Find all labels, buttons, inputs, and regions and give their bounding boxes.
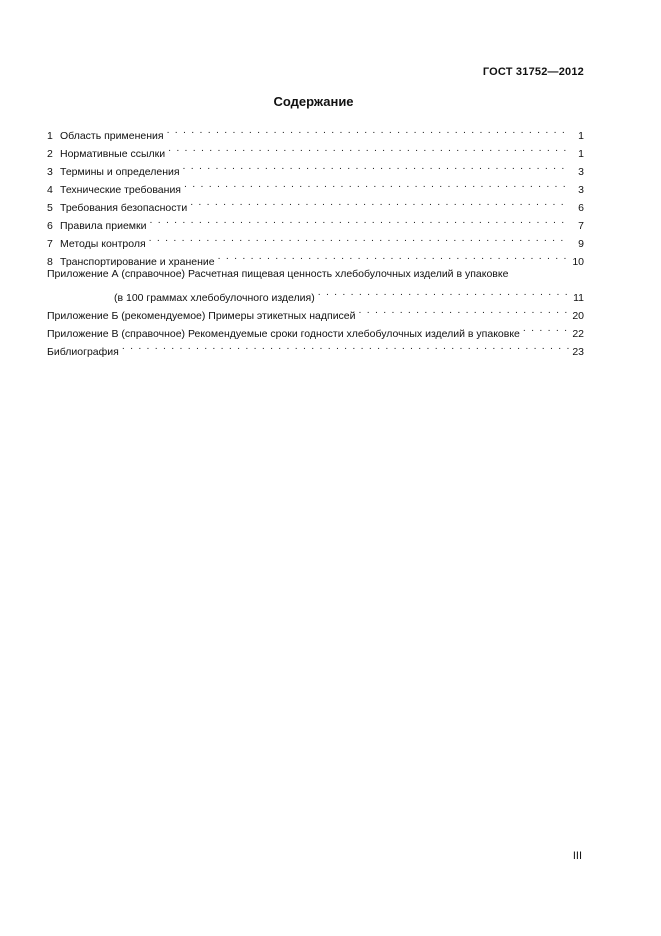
toc-entry-page: 7 — [578, 220, 584, 232]
dot-leader — [184, 175, 569, 193]
toc-entry-2[interactable] — [47, 139, 584, 160]
toc-entry-page: 22 — [572, 328, 584, 340]
toc-appendix-b[interactable] — [47, 301, 584, 322]
toc-entry-page: 3 — [578, 184, 584, 196]
dot-leader — [149, 229, 569, 247]
dot-leader — [218, 247, 569, 265]
toc-entry-page: 23 — [572, 346, 584, 358]
dot-leader — [359, 301, 569, 319]
toc-entry-5[interactable] — [47, 193, 584, 214]
toc-entry-1[interactable] — [47, 121, 584, 142]
toc-entry-label: Термины и определения — [60, 166, 180, 178]
toc-appendix-title: Приложение В (справочное) Рекомендуемые сроки годности хлебобулочных изделий в упаковке — [47, 328, 520, 340]
dot-leader — [318, 283, 569, 301]
toc-entry-number: 5 — [47, 202, 53, 214]
toc-appendix-title: Приложение Б (рекомендуемое) Примеры этикетных надписей — [47, 310, 356, 322]
toc-entry-6[interactable] — [47, 211, 584, 232]
toc-appendix-v[interactable] — [47, 319, 584, 340]
dot-leader — [168, 139, 569, 157]
toc-entry-page: 9 — [578, 238, 584, 250]
table-of-contents — [47, 121, 584, 358]
toc-appendix-a[interactable] — [47, 265, 584, 304]
document-code: ГОСТ 31752—2012 — [482, 66, 584, 78]
toc-entry-label: Библиография — [47, 346, 119, 358]
toc-entry-7[interactable] — [47, 229, 584, 250]
toc-entry-label: Технические требования — [60, 184, 181, 196]
toc-appendix-subtitle: (в 100 граммах хлебобулочного изделия) — [114, 292, 315, 304]
toc-entry-4[interactable] — [47, 175, 584, 196]
dot-leader — [523, 319, 569, 337]
toc-entry-page: 20 — [572, 310, 584, 322]
toc-entry-page: 6 — [578, 202, 584, 214]
toc-entry-label: Требования безопасности — [60, 202, 188, 214]
toc-entry-page: 11 — [573, 292, 584, 304]
toc-entry-8[interactable] — [47, 247, 584, 268]
dot-leader — [149, 211, 569, 229]
toc-entry-number: 2 — [47, 148, 53, 160]
toc-entry-label: Транспортирование и хранение — [60, 256, 215, 268]
toc-entry-3[interactable] — [47, 157, 584, 178]
dot-leader — [183, 157, 569, 175]
toc-entry-page: 1 — [578, 148, 584, 160]
toc-entry-label: Нормативные ссылки — [60, 148, 166, 160]
toc-entry-number: 7 — [47, 238, 53, 250]
toc-title: Содержание — [273, 94, 354, 109]
toc-entry-label: Правила приемки — [60, 220, 147, 232]
toc-entry-page: 10 — [572, 256, 584, 268]
dot-leader — [190, 193, 569, 211]
toc-entry-page: 3 — [578, 166, 584, 178]
page-number: III — [572, 850, 582, 862]
toc-entry-label: Область применения — [60, 130, 164, 142]
toc-entry-number: 4 — [47, 184, 53, 196]
toc-entry-page: 1 — [578, 130, 584, 142]
dot-leader — [167, 121, 569, 139]
toc-appendix-title: Приложение А (справочное) Расчетная пищевая ценность хлебобулочных изделий в упаковке — [47, 268, 509, 280]
dot-leader — [122, 337, 569, 355]
toc-entry-number: 6 — [47, 220, 53, 232]
toc-entry-label: Методы контроля — [60, 238, 146, 250]
toc-entry-number: 1 — [47, 130, 53, 142]
toc-entry-number: 3 — [47, 166, 53, 178]
toc-bibliography[interactable] — [47, 337, 584, 358]
toc-entry-number: 8 — [47, 256, 53, 268]
